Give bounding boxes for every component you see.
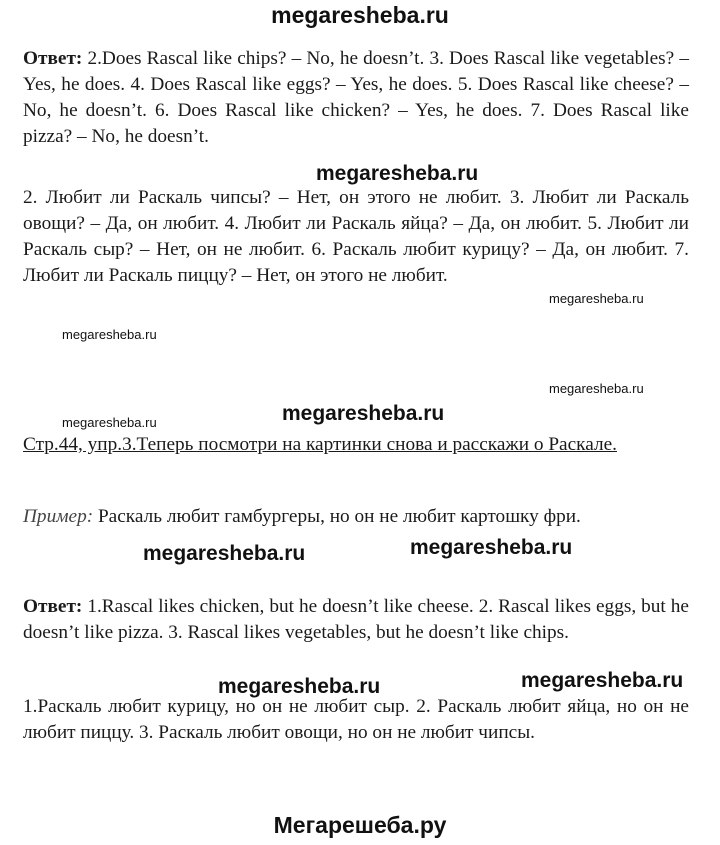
watermark: megaresheba.ru: [549, 291, 644, 306]
example-paragraph: [23, 504, 689, 530]
task-paragraph: [23, 432, 689, 458]
answer1-english-text: 2.Does Rascal like chips? – No, he doesn’t. 3. Does Rascal like vegetables? – Yes, he does. 4. Does Rascal like eggs? – Yes, he does. 5. Does Rascal like cheese? – No, he doesn’t. 6. Does Rascal like chicken? – Yes, he does. 7. Does Rascal like pizza? – No, he doesn’t.: [23, 48, 689, 147]
example-label: Пример:: [23, 506, 94, 527]
footer-watermark: Мегарешеба.ру: [273, 812, 447, 838]
watermark: megaresheba.ru: [549, 381, 644, 396]
answer1-label: Ответ:: [23, 48, 83, 69]
example-text: Раскаль любит гамбургеры, но он не любит картошку фри.: [93, 506, 581, 527]
answer2-label: Ответ:: [23, 596, 83, 617]
header-watermark: megaresheba.ru: [271, 2, 449, 28]
watermark: megaresheba.ru: [410, 536, 573, 559]
watermark: megaresheba.ru: [143, 542, 306, 565]
watermark: megaresheba.ru: [521, 669, 684, 692]
task-title: Стр.44, упр.3.Теперь посмотри на картинки снова и расскажи о Раскале.: [23, 434, 617, 455]
answer2-english-text: 1.Rascal likes chicken, but he doesn’t like cheese. 2. Rascal likes eggs, but he doesn’t like pizza. 3. Rascal likes vegetables, but he doesn’t like chips.: [23, 596, 689, 643]
watermark: megaresheba.ru: [218, 675, 381, 698]
answer2-russian-text: 1.Раскаль любит курицу, но он не любит сыр. 2. Раскаль любит яйца, но он не любит пиццу. 3. Раскаль любит овощи, но он не любит чипсы.: [23, 696, 689, 743]
watermark: megaresheba.ru: [62, 415, 157, 430]
answer1-russian-paragraph: [23, 185, 689, 289]
watermark: megaresheba.ru: [62, 327, 157, 342]
watermark: megaresheba.ru: [282, 402, 445, 425]
watermark: megaresheba.ru: [316, 162, 479, 185]
answer2-english-paragraph: [23, 594, 689, 646]
answer1-russian-text: 2. Любит ли Раскаль чипсы? – Нет, он этого не любит. 3. Любит ли Раскаль овощи? – Да, он любит. 4. Любит ли Раскаль яйца? – Да, он любит. 5. Любит ли Раскаль сыр? – Нет, он не любит. 6. Раскаль любит курицу? – Да, он любит. 7. Любит ли Раскаль пиццу? – Нет, он этого не любит.: [23, 187, 689, 286]
answer1-english-paragraph: [23, 46, 689, 150]
answer2-russian-paragraph: [23, 694, 689, 746]
